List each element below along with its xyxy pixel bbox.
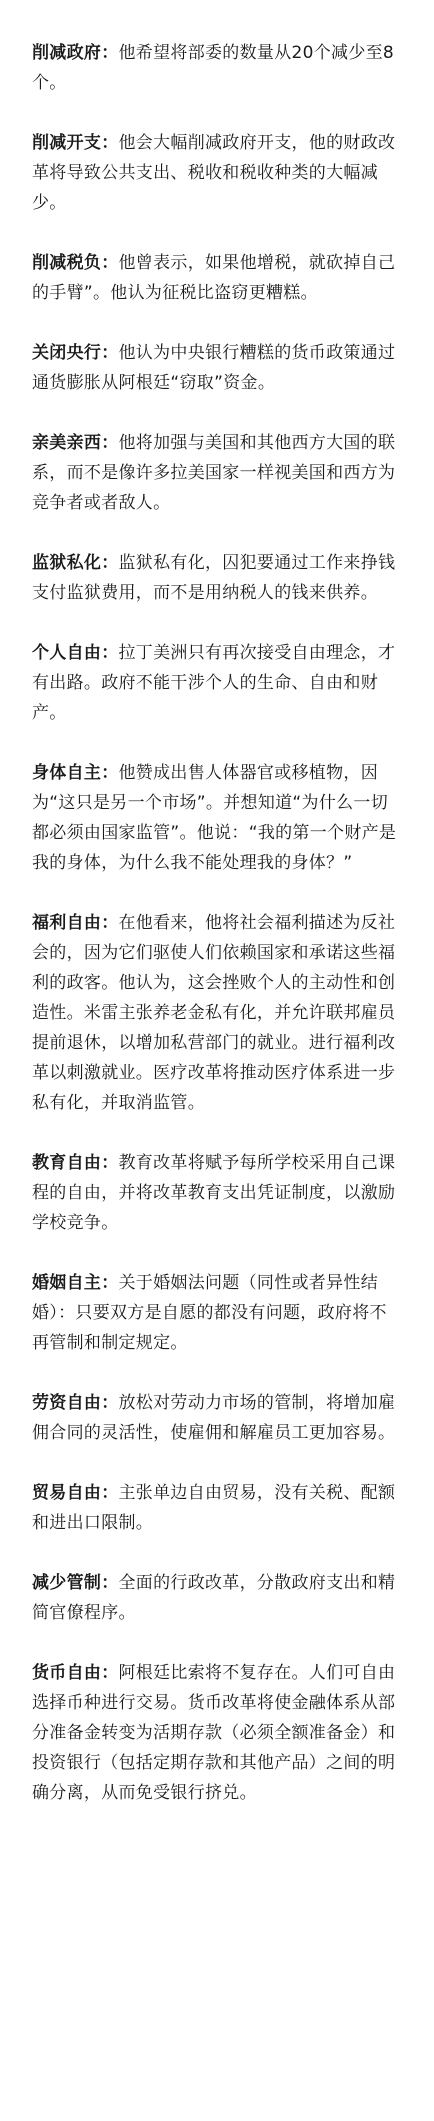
paragraph-term: 婚姻自主： bbox=[32, 1273, 119, 1293]
paragraph-welfare-freedom bbox=[32, 908, 404, 1118]
paragraph-bodily-autonomy bbox=[32, 758, 404, 878]
paragraph-text: 他认为中央银行糟糕的货币政策通过通货膨胀从阿根廷“窃取”资金。 bbox=[32, 343, 396, 393]
paragraph-text: 拉丁美洲只有再次接受自由理念，才有出路。政府不能干涉个人的生命、自由和财产。 bbox=[32, 643, 396, 723]
paragraph-term: 身体自主： bbox=[32, 763, 119, 783]
paragraph-term: 减少管制： bbox=[32, 1573, 119, 1593]
paragraph-reduce-regulation bbox=[32, 1568, 404, 1628]
paragraph-text: 他曾表示，如果他增税，就砍掉自己的手臂”。他认为征税比盗窃更糟糕。 bbox=[32, 253, 396, 303]
paragraph-text: 教育改革将赋予每所学校采用自己课程的自由，并将改革教育支出凭证制度，以激励学校竞争。 bbox=[32, 1153, 396, 1233]
paragraph-text: 他赞成出售人体器官或移植物，因为“这只是另一个市场”。并想知道“为什么一切都必须由国家监管”。他说：“我的第一个财产是我的身体，为什么我不能处理我的身体？” bbox=[32, 763, 397, 873]
paragraph-text: 阿根廷比索将不复存在。人们可自由选择币种进行交易。货币改革将使金融体系从部分准备金转变为活期存款（必须全额准备金）和投资银行（包括定期存款和其他产品）之间的明确分离，从而免受银行挤兑。 bbox=[32, 1663, 396, 1803]
paragraph-text: 他将加强与美国和其他西方大国的联系，而不是像许多拉美国家一样视美国和西方为竞争者或者敌人。 bbox=[32, 433, 396, 513]
paragraph-text: 监狱私有化，囚犯要通过工作来挣钱支付监狱费用，而不是用纳税人的钱来供养。 bbox=[32, 553, 396, 603]
paragraph-term: 个人自由： bbox=[32, 643, 119, 663]
paragraph-cut-spending bbox=[32, 128, 404, 218]
paragraph-text: 他希望将部委的数量从20个减少至8个。 bbox=[32, 43, 395, 93]
paragraph-text: 主张单边自由贸易，没有关税、配额和进出口限制。 bbox=[32, 1483, 396, 1533]
paragraph-prison-privatization bbox=[32, 548, 404, 608]
paragraph-close-central-bank bbox=[32, 338, 404, 398]
paragraph-marriage-autonomy bbox=[32, 1268, 404, 1358]
paragraph-term: 监狱私化： bbox=[32, 553, 119, 573]
paragraph-trade-freedom bbox=[32, 1478, 404, 1538]
paragraph-cut-government bbox=[32, 38, 404, 98]
paragraph-education-freedom bbox=[32, 1148, 404, 1238]
paragraph-text: 关于婚姻法问题（同性或者异性结婚）：只要双方是自愿的都没有问题，政府将不再管制和制定规定。 bbox=[32, 1273, 387, 1353]
paragraph-labor-freedom bbox=[32, 1388, 404, 1448]
paragraph-text: 全面的行政改革，分散政府支出和精简官僚程序。 bbox=[32, 1573, 396, 1623]
paragraph-term: 削减税负： bbox=[32, 253, 119, 273]
paragraph-personal-freedom bbox=[32, 638, 404, 728]
paragraph-text: 放松对劳动力市场的管制，将增加雇佣合同的灵活性，使雇佣和解雇员工更加容易。 bbox=[32, 1393, 396, 1443]
paragraph-term: 教育自由： bbox=[32, 1153, 119, 1173]
paragraph-term: 削减政府： bbox=[32, 43, 119, 63]
paragraph-text: 在他看来，他将社会福利描述为反社会的，因为它们驱使人们依赖国家和承诺这些福利的政客。他认为，这会挫败个人的主动性和创造性。米雷主张养老金私有化，并允许联邦雇员提前退休，以增加私营部门的就业。进行福利改革以刺激就业。医疗改革将推动医疗体系进一步私有化，并取消监管。 bbox=[32, 913, 396, 1113]
paragraph-term: 福利自由： bbox=[32, 913, 119, 933]
paragraph-term: 劳资自由： bbox=[32, 1393, 119, 1413]
paragraph-text: 他会大幅削减政府开支，他的财政改革将导致公共支出、税收和税收种类的大幅减少。 bbox=[32, 133, 396, 213]
paragraph-term: 贸易自由： bbox=[32, 1483, 119, 1503]
paragraph-pro-us-west bbox=[32, 428, 404, 518]
paragraph-term: 关闭央行： bbox=[32, 343, 119, 363]
paragraph-term: 亲美亲西： bbox=[32, 433, 119, 453]
paragraph-currency-freedom bbox=[32, 1658, 404, 1808]
paragraph-term: 货币自由： bbox=[32, 1663, 119, 1683]
paragraph-term: 削减开支： bbox=[32, 133, 119, 153]
paragraph-cut-taxes bbox=[32, 248, 404, 308]
